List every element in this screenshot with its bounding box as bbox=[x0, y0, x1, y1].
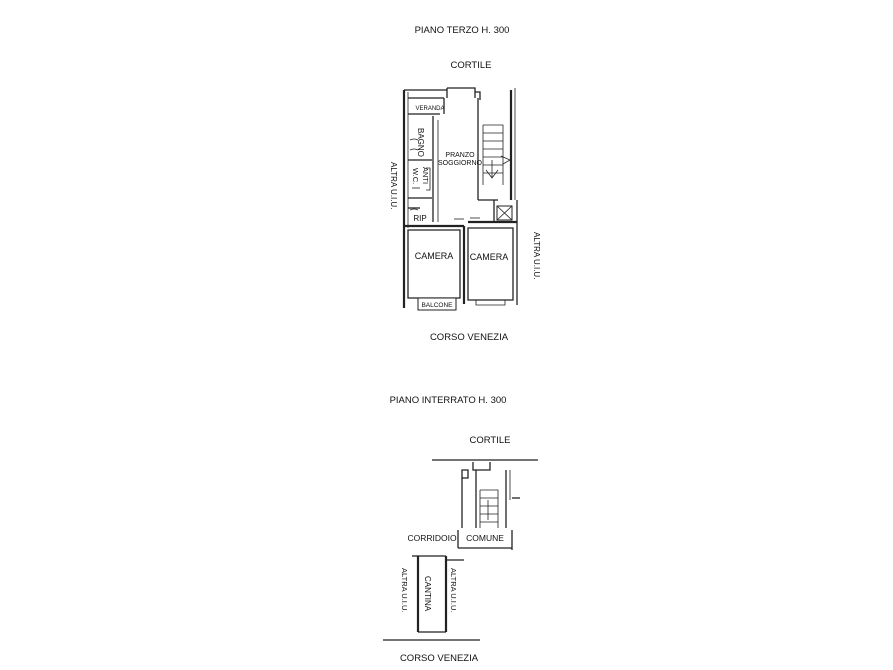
upper-west-label: ALTRA U.I.U. bbox=[389, 162, 398, 210]
pranzo-label: PRANZO bbox=[445, 152, 475, 159]
soggiorno-label: SOGGIORNO bbox=[438, 160, 482, 167]
upper-floor-plan bbox=[389, 25, 541, 343]
bagno-label: BAGNO bbox=[416, 128, 425, 157]
lower-stairs bbox=[480, 490, 498, 528]
lower-north-label: CORTILE bbox=[469, 435, 511, 446]
camera-right-label: CAMERA bbox=[469, 252, 509, 262]
corridoio-label: CORRIDOIO bbox=[407, 533, 457, 543]
upper-camera-rooms bbox=[408, 228, 513, 305]
lower-altra-right-label: ALTRA U.I.U. bbox=[449, 568, 458, 613]
comune-label: COMUNE bbox=[466, 533, 504, 543]
camera-left-label: CAMERA bbox=[414, 251, 454, 261]
upper-elevator bbox=[497, 206, 512, 220]
cantina-label: CANTINA bbox=[423, 576, 432, 612]
lower-walls bbox=[383, 460, 538, 640]
upper-south-label: CORSO VENEZIA bbox=[429, 332, 509, 343]
anti-label: ANTI bbox=[421, 167, 430, 185]
veranda-label: VERANDA bbox=[415, 106, 445, 112]
upper-stairs bbox=[483, 125, 510, 185]
lower-floor-plan bbox=[383, 395, 538, 664]
lower-south-label: CORSO VENEZIA bbox=[399, 653, 479, 664]
lower-altra-left-label: ALTRA U.I.U. bbox=[400, 568, 409, 613]
upper-plan-title: PIANO TERZO H. 300 bbox=[414, 25, 510, 36]
rip-label: RIP bbox=[413, 214, 427, 223]
balcone-label: BALCONE bbox=[421, 302, 453, 309]
lower-plan-title: PIANO INTERRATO H. 300 bbox=[389, 395, 507, 406]
upper-east-label: ALTRA U.I.U. bbox=[532, 232, 541, 280]
upper-north-label: CORTILE bbox=[450, 60, 492, 71]
wc-label: W.C. bbox=[411, 168, 420, 185]
